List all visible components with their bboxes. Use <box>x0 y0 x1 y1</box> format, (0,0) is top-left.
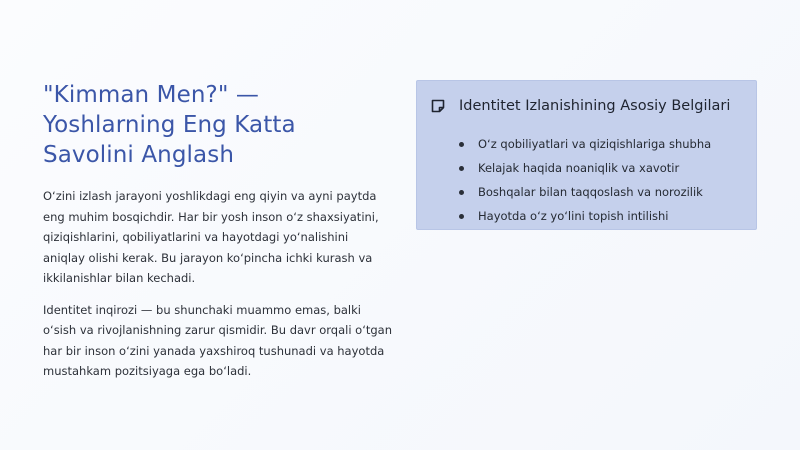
bullet-icon <box>459 166 464 171</box>
bullet-icon <box>459 142 464 147</box>
card-title: Identitet Izlanishining Asosiy Belgilari <box>459 98 731 114</box>
key-signs-list <box>459 132 711 228</box>
list-item <box>459 180 711 204</box>
card-header <box>431 97 730 115</box>
list-item-text: O‘z qobiliyatlari va qiziqishlariga shubha <box>478 137 712 151</box>
left-column <box>43 80 393 382</box>
note-icon <box>431 99 445 113</box>
list-item <box>459 204 711 228</box>
identity-crisis-paragraph: Identitet inqirozi — bu shunchaki muammo emas, balki o‘sish va rivojlanishning zarur qismidir. Bu davr orqali o‘tgan har bir inson o‘zini yanada yaxshiroq tushunadi va hayotda mustahkam pozitsiyaga ega bo‘ladi. <box>43 302 393 378</box>
slide-title: "Kimman Men?" — Yoshlarning Eng Katta Savolini Anglash <box>43 82 296 168</box>
bullet-icon <box>459 214 464 219</box>
list-item-text: Kelajak haqida noaniqlik va xavotir <box>478 161 680 175</box>
list-item <box>459 132 711 156</box>
key-signs-card <box>416 80 757 230</box>
bullet-icon <box>459 190 464 195</box>
list-item-text: Boshqalar bilan taqqoslash va norozilik <box>478 185 703 199</box>
intro-paragraph: O‘zini izlash jarayoni yoshlikdagi eng qiyin va ayni paytda eng muhim bosqichdir. Har bir yosh inson o‘z shaxsiyatini, qiziqishlarini, qobiliyatlarini va hayotdagi yo‘nalishini aniqlay olishi kerak. Bu jarayon ko‘pincha ichki kurash va ikkilanishlar bilan kechadi. <box>43 189 379 285</box>
list-item-text: Hayotda o‘z yo‘lini topish intilishi <box>478 209 669 223</box>
list-item <box>459 156 711 180</box>
